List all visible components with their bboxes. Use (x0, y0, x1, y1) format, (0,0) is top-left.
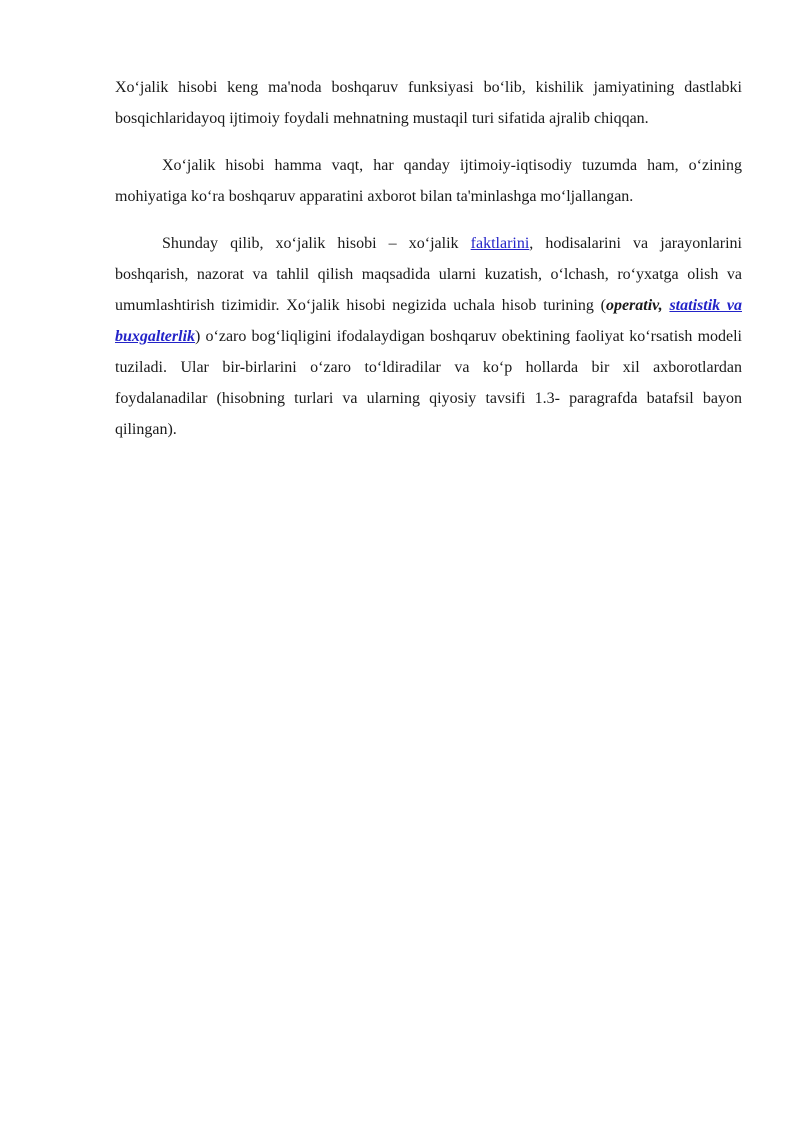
document-page (115, 72, 742, 461)
faktlarini-link[interactable]: faktlarini (470, 235, 530, 252)
paragraph-2: Xo‘jalik hisobi hamma vaqt, har qanday ijtimoiy-iqtisodiy tuzumda ham, o‘zining mohiyatiga ko‘ra boshqaruv apparatini axborot bilan ta'minlashga mo‘ljallangan. (115, 157, 742, 205)
statistik-buxgalterlik-link[interactable]: statistik va buxgalterlik (115, 297, 742, 345)
paragraph-1: Xo‘jalik hisobi keng ma'noda boshqaruv funksiyasi bo‘lib, kishilik jamiyatining dastlabki bosqichlaridayoq ijtimoiy foydali mehnatning mustaqil turi sifatida ajralib chiqqan. (115, 79, 742, 127)
paragraph-3 (115, 228, 742, 445)
operativ-term: operativ, (605, 297, 663, 314)
paragraph-3-text-start: Shunday qilib, xo‘jalik hisobi – xo‘jalik (162, 235, 471, 252)
paragraph-3-text-end: ) o‘zaro bog‘liqligini ifodalaydigan boshqaruv obektining faoliyat ko‘rsatish modeli tuziladi. Ular bir-birlarini o‘zaro to‘ldiradilar va ko‘p hollarda bir xil axborotlardan foydalanadilar (hisobning turlari va ularning qiyosiy tavsifi 1.3- paragrafda batafsil bayon qilingan). (115, 328, 742, 438)
paragraph-3-text-middle: , hodisalarini va jarayonlarini boshqarish, nazorat va tahlil qilish maqsadida ularni kuzatish, o‘lchash, ro‘yxatga olish va umumlashtirish tizimidir. Xo‘jalik hisobi negizida uchala hisob turining ( (115, 235, 742, 314)
